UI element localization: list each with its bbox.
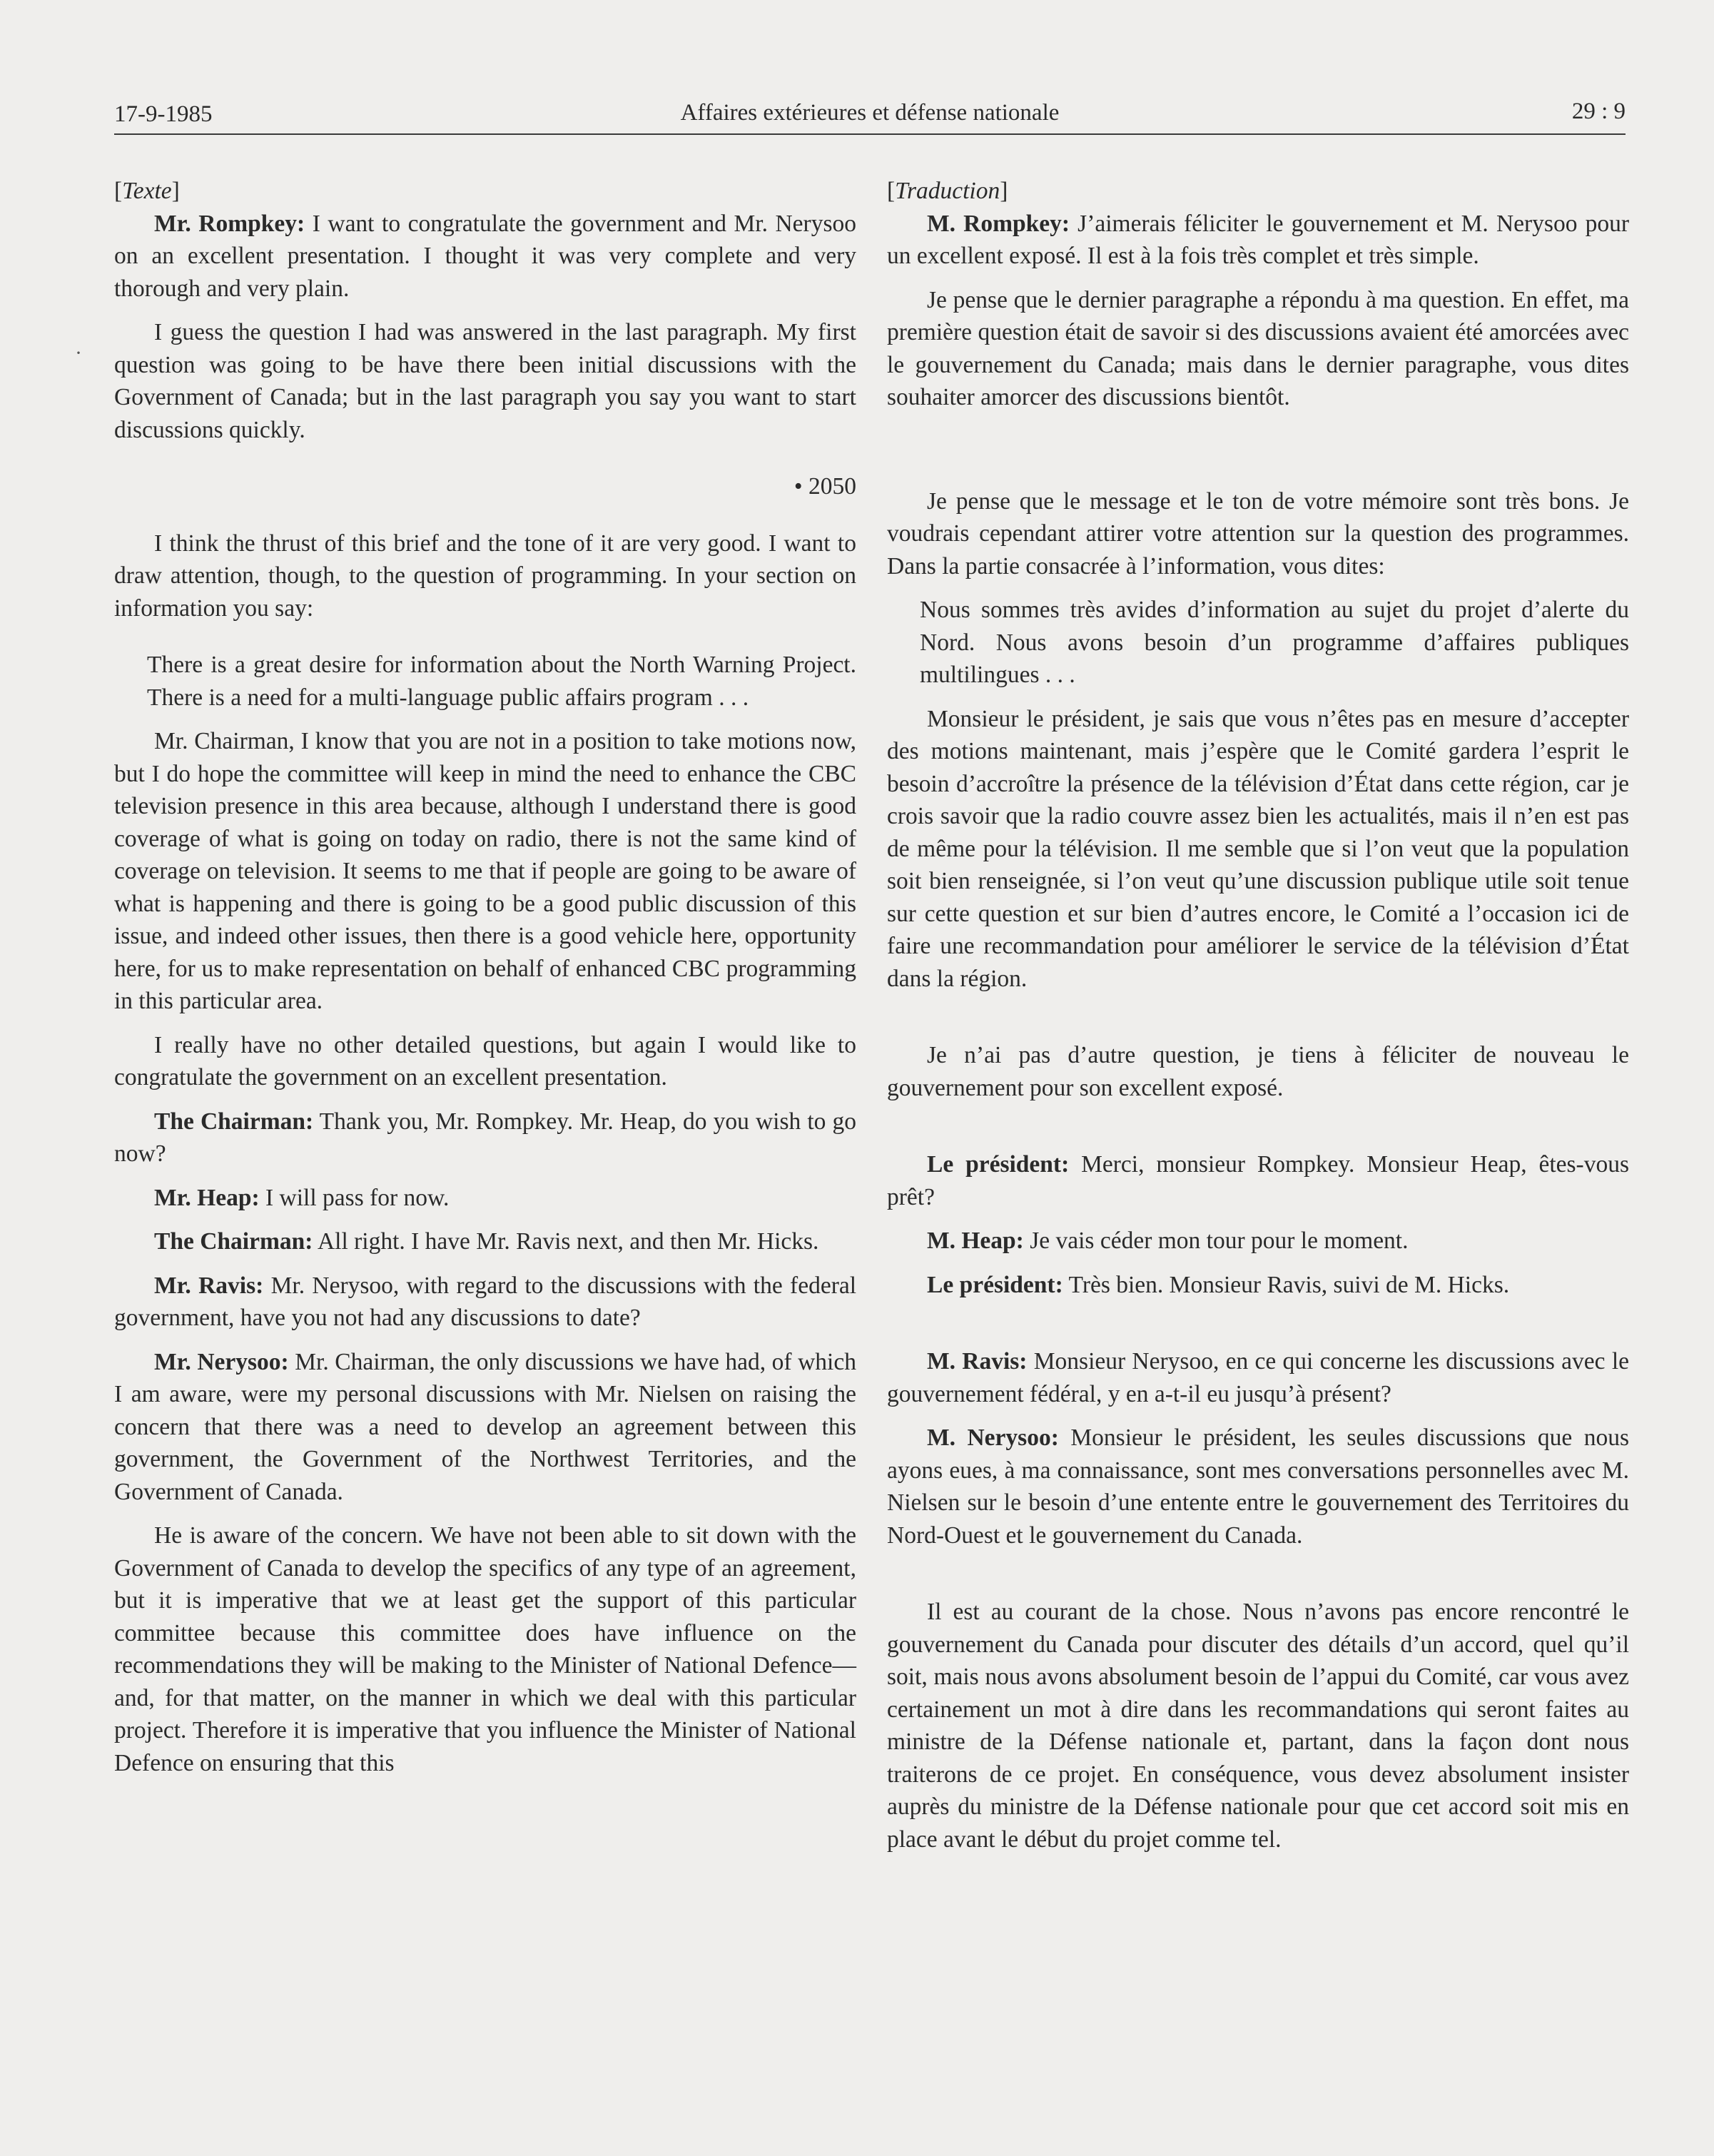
section-label-french: [Traduction] [887,178,1008,204]
section-label-english: [Texte] [114,178,180,204]
paragraph: Mr. Ravis: Mr. Nerysoo, with regard to the discussions with the federal government, have you not had any discussions to date? [114,1272,857,1331]
paragraph: Le président: Très bien. Monsieur Ravis, suivi de M. Hicks. [927,1271,1510,1298]
speaker-name: Mr. Nerysoo: [154,1348,289,1375]
paragraph: I guess the question I had was answered in the last paragraph. My first question was going to be have there been initial discussions with the Government of Canada; but in the last paragraph you say you want to start discussions quickly. [114,319,856,443]
speaker-name: M. Heap: [927,1228,1024,1254]
speaker-name: M. Nerysoo: [927,1424,1059,1451]
speaker-name: M. Ravis: [927,1348,1028,1375]
paragraph: Mr. Chairman, I know that you are not in a position to take motions now, but I do hope the committee will keep in mind the need to enhance the CBC television presence in this area because, although I understand there is good coverage of what is going on today on radio, there is not the same kind of coverage on television. It seems to me that if people are going to be aware of what is happening and there is going to be a good public discussion of this issue, and indeed other issues, then there is a good vehicle here, opportunity here, for us to make representation on behalf of enhanced CBC programming in this particular area. [114,728,856,1014]
speaker-name: Mr. Rompkey: [154,210,305,237]
paragraph: Je n’ai pas d’autre question, je tiens à féliciter de nouveau le gouvernement pour son excellent exposé. [887,1042,1629,1101]
paragraph: He is aware of the concern. We have not been able to sit down with the Government of Canada to develop the specifics of any type of an agreement, but it is imperative that we at least get the support of this particular committee because this committee does have influence on the recommendations they will be making to the Minister of National Defence—and, for that matter, on the manner in which we deal with this particular project. Therefore it is imperative that you influence the Minister of National Defence on ensuring that this [114,1522,856,1776]
paragraph: Je pense que le dernier paragraphe a répondu à ma question. En effet, ma première question était de savoir si des discussions avaient été amorcées avec le gouvernement du Canada; mais dans le dernier paragraphe, vous dites souhaiter amorcer des discussions bientôt. [887,286,1629,410]
header-title: Affaires extérieures et défense nationale [680,100,1060,126]
speaker-name: M. Rompkey: [927,210,1070,237]
header-date: 17-9-1985 [114,101,213,127]
speaker-name: The Chairman: [154,1108,314,1135]
paragraph: I think the thrust of this brief and the tone of it are very good. I want to draw attention, though, to the question of programming. In your section on information you say: [114,530,856,622]
english-column [114,175,856,1779]
paragraph: M. Rompkey: J’aimerais féliciter le gouvernement et M. Nerysoo pour un excellent exposé. Il est à la fois très complet et très simple. [887,210,1629,269]
margin-mark: · [75,341,82,365]
paragraph: Mr. Heap: I will pass for now. [154,1184,450,1211]
paragraph: M. Heap: Je vais céder mon tour pour le moment. [927,1228,1409,1254]
speaker-name: Le président: [927,1271,1063,1298]
paragraph: M. Ravis: Monsieur Nerysoo, en ce qui concerne les discussions avec le gouvernement fédéral, y en a-t-il eu jusqu’à présent? [887,1348,1629,1407]
speaker-name: Le président: [927,1151,1070,1178]
time-marker: • 2050 [793,473,856,500]
paragraph: I really have no other detailed questions, but again I would like to congratulate the government on an excellent presentation. [114,1031,856,1090]
french-column [887,175,1629,1856]
speaker-name: Mr. Heap: [154,1184,260,1211]
header-page-number: 29 : 9 [1571,98,1626,124]
paragraph: Il est au courant de la chose. Nous n’avons pas encore rencontré le gouvernement du Canada pour discuter des détails d’un accord, quel qu’il soit, mais nous avons absolument besoin de l’appui du Comité, car vous avez certainement un mot à dire dans les recommandations qui seront faites au ministre de la Défense nationale et, partant, dans la façon dont nous traiterons de ce projet. En conséquence, vous devez absolument insister auprès du ministre de la Défense nationale pour que cet accord soit mis en place avant le début du projet comme tel. [887,1599,1629,1853]
running-header [114,96,1626,135]
paragraph: Le président: Merci, monsieur Rompkey. Monsieur Heap, êtes-vous prêt? [887,1151,1629,1210]
paragraph: Mr. Rompkey: I want to congratulate the government and Mr. Nerysoo on an excellent presentation. I thought it was very complete and very thorough and very plain. [114,210,856,302]
block-quote: There is a great desire for information about the North Warning Project. There is a need for a multi-language public affairs program . . . [147,652,856,711]
paragraph: Mr. Nerysoo: Mr. Chairman, the only discussions we have had, of which I am aware, were my personal discussions with Mr. Nielsen on raising the concern that there was a need to develop an agreement between this government, the Government of the Northwest Territories, and the Government of Canada. [114,1348,856,1505]
paragraph: M. Nerysoo: Monsieur le président, les seules discussions que nous ayons eues, à ma connaissance, sont mes conversations personnelles avec M. Nielsen sur le besoin d’une entente entre le gouvernement des Territoires du Nord-Ouest et le gouvernement du Canada. [887,1424,1629,1549]
speaker-name: The Chairman: [154,1228,313,1255]
paragraph: The Chairman: Thank you, Mr. Rompkey. Mr. Heap, do you wish to go now? [114,1108,857,1167]
paragraph: The Chairman: All right. I have Mr. Ravis next, and then Mr. Hicks. [154,1228,819,1255]
speaker-name: Mr. Ravis: [154,1272,264,1299]
block-quote: Nous sommes très avides d’information au sujet du projet d’alerte du Nord. Nous avons besoin d’un programme d’affaires publiques multilingues . . . [920,597,1629,688]
paragraph: Je pense que le message et le ton de votre mémoire sont très bons. Je voudrais cependant attirer votre attention sur la question des programmes. Dans la partie consacrée à l’information, vous dites: [887,487,1629,580]
paragraph: Monsieur le président, je sais que vous n’êtes pas en mesure d’accepter des motions maintenant, mais j’espère que le Comité gardera l’esprit le besoin d’accroître la présence de la télévision d’État dans cette région, car je crois savoir que la radio couvre assez bien les actualités, mais il n’en est pas de même pour la télévision. Il me semble que si l’on veut que la population soit bien renseignée, si l’on veut qu’une discussion publique utile soit tenue sur cette question et sur bien d’autres encore, le Comité a l’occasion ici de faire une recommandation pour améliorer le service de la télévision d’État dans la région. [887,705,1629,992]
